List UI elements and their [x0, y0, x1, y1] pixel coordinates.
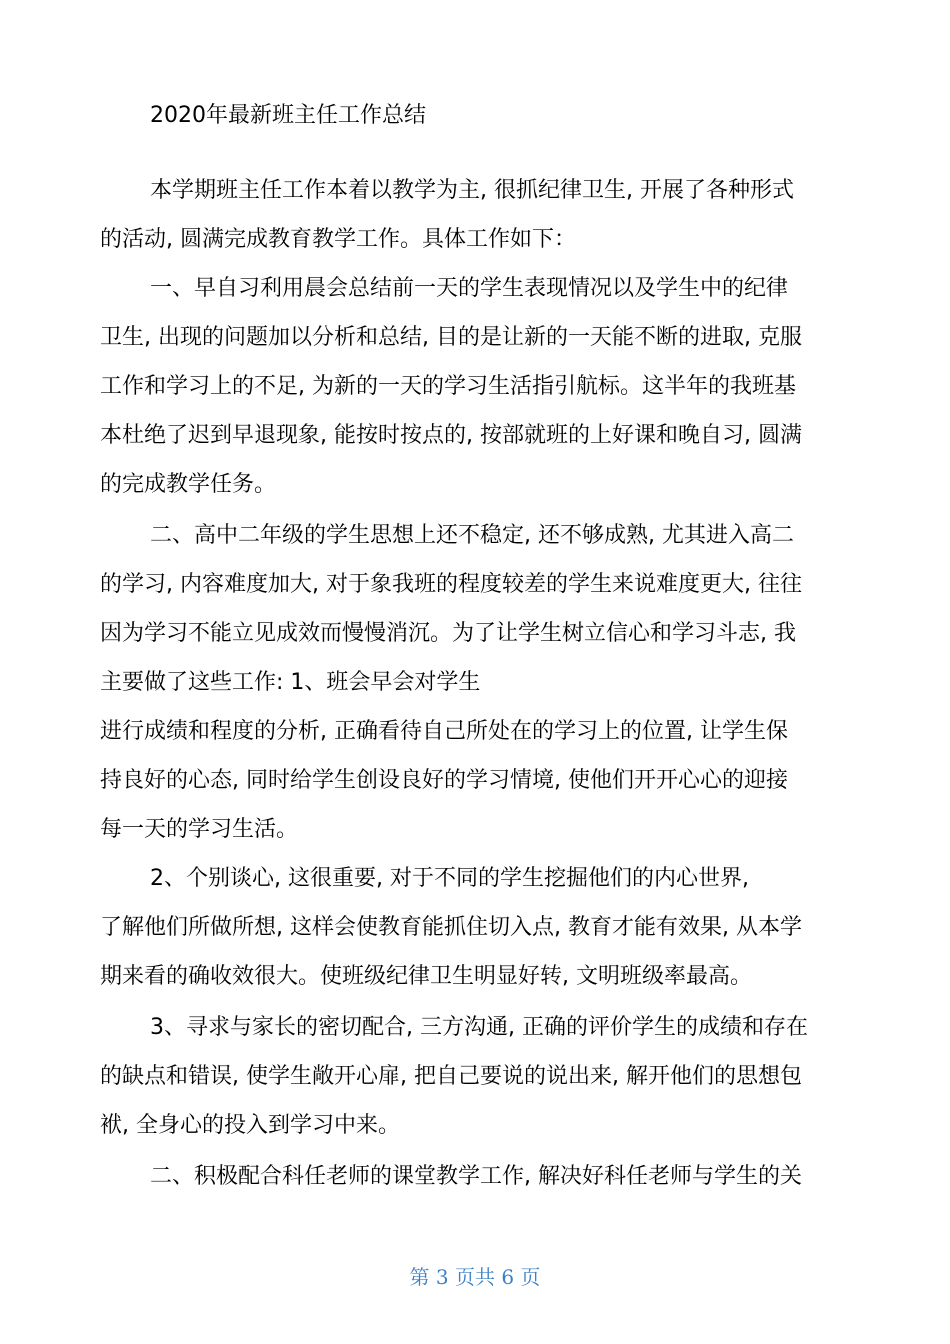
paragraph-line: 工作和学习上的不足, 为新的一天的学习生活指引航标。这半年的我班基 — [100, 374, 796, 399]
paragraph-line: 本学期班主任工作本着以教学为主, 很抓纪律卫生, 开展了各种形式 — [150, 178, 794, 203]
paragraph-line: 的缺点和错误, 使学生敞开心扉, 把自己要说的说出来, 解开他们的思想包 — [100, 1064, 802, 1089]
paragraph-line: 一、早自习利用晨会总结前一天的学生表现情况以及学生中的纪律 — [150, 276, 789, 301]
paragraph-line: 2、个别谈心, 这很重要, 对于不同的学生挖掘他们的内心世界, — [150, 866, 749, 891]
paragraph-line: 持良好的心态, 同时给学生创设良好的学习情境, 使他们开开心心的迎接 — [100, 768, 788, 793]
paragraph-line: 二、积极配合科任老师的课堂教学工作, 解决好科任老师与学生的关 — [150, 1164, 802, 1189]
paragraph-line: 袱, 全身心的投入到学习中来。 — [100, 1113, 400, 1138]
paragraph-line: 每一天的学习生活。 — [100, 817, 299, 842]
paragraph-line: 的活动, 圆满完成教育教学工作。具体工作如下： — [100, 227, 576, 252]
paragraph-line: 的学习, 内容难度加大, 对于象我班的程度较差的学生来说难度更大, 往往 — [100, 572, 802, 597]
paragraph-line: 卫生, 出现的问题加以分析和总结, 目的是让新的一天能不断的进取, 克服 — [100, 325, 802, 350]
document-title: 2020年最新班主任工作总结 — [150, 103, 426, 128]
paragraph-line: 期来看的确收效很大。使班级纪律卫生明显好转, 文明班级率最高。 — [100, 964, 752, 989]
paragraph-line: 因为学习不能立见成效而慢慢消沉。为了让学生树立信心和学习斗志, 我 — [100, 621, 796, 646]
paragraph-line: 二、高中二年级的学生思想上还不稳定, 还不够成熟, 尤其进入高二 — [150, 523, 794, 548]
paragraph-line: 进行成绩和程度的分析, 正确看待自己所处在的学习上的位置, 让学生保 — [100, 719, 788, 744]
paragraph-line: 3、寻求与家长的密切配合, 三方沟通, 正确的评价学生的成绩和存在 — [150, 1015, 808, 1040]
paragraph-line: 主要做了这些工作: 1、班会早会对学生 — [100, 670, 481, 695]
paragraph-line: 了解他们所做所想, 这样会使教育能抓住切入点, 教育才能有效果, 从本学 — [100, 915, 802, 940]
paragraph-line: 的完成教学任务。 — [100, 472, 277, 497]
page-number-footer: 第 3 页共 6 页 — [409, 1265, 541, 1289]
paragraph-line: 本杜绝了迟到早退现象, 能按时按点的, 按部就班的上好课和晚自习, 圆满 — [100, 423, 802, 448]
